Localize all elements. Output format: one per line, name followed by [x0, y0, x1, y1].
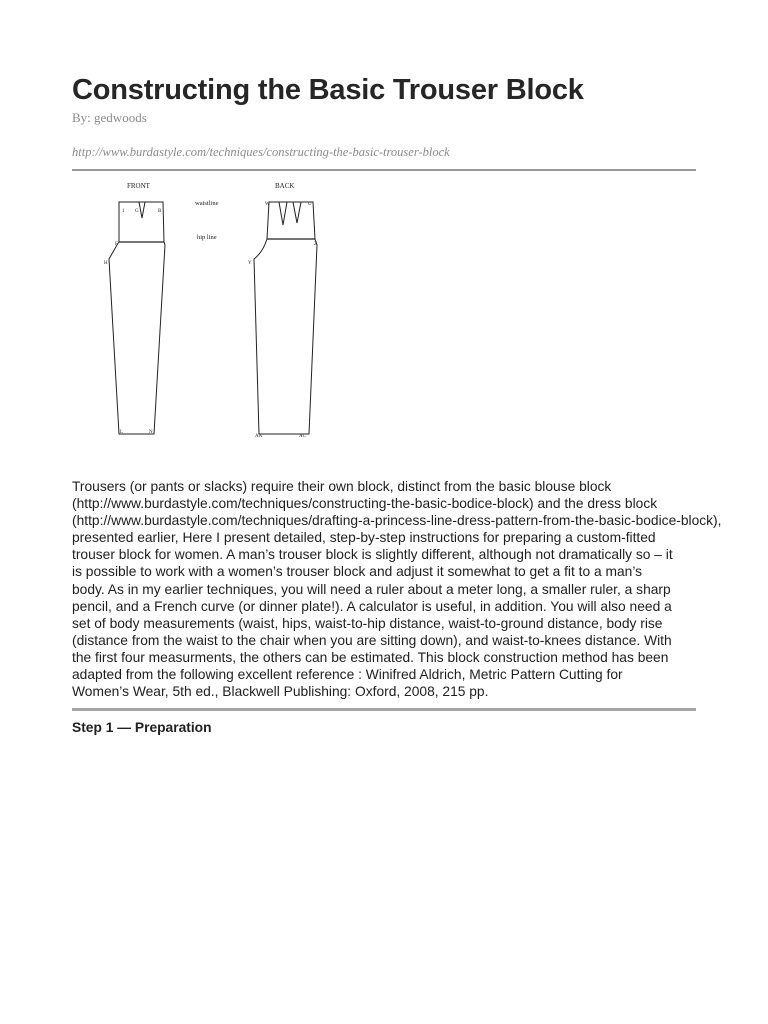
front-point-hip-left: F	[115, 242, 118, 247]
back-point-hip-right: Z	[314, 242, 318, 247]
back-point-hem-right: AC	[299, 434, 306, 439]
front-point-crotch: H	[104, 261, 108, 266]
back-point-hem-left: AA	[255, 434, 263, 439]
front-point-hem-left: L	[120, 430, 124, 435]
front-trouser-piece	[109, 202, 165, 434]
paragraph-line: adapted from the following excellent reference : Winifred Aldrich, Metric Pattern Cutting for	[72, 667, 623, 683]
paragraph-line: (distance from the waist to the chair when you are sitting down), and waist-to-knees distance. With	[72, 632, 672, 648]
back-outline	[254, 202, 317, 434]
paragraph-line: (http://www.burdastyle.com/techniques/constructing-the-basic-bodice-block) and the dress block	[72, 496, 658, 512]
top-divider	[72, 169, 696, 171]
hip-line-label: hip line	[197, 234, 217, 241]
back-point-crotch: Y	[248, 261, 252, 266]
front-label: FRONT	[127, 182, 150, 190]
back-dart-two	[293, 202, 301, 223]
page-title: Constructing the Basic Trouser Block	[72, 74, 584, 106]
source-url[interactable]: http://www.burdastyle.com/techniques/constructing-the-basic-trouser-block	[72, 145, 450, 159]
front-outline	[109, 202, 165, 434]
front-point-hem-right: N	[149, 430, 153, 435]
step-heading: Step 1 — Preparation	[72, 720, 212, 735]
front-dart	[139, 202, 145, 218]
paragraph-line: (http://www.burdastyle.com/techniques/drafting-a-princess-line-dress-pattern-from-the-basic-bodice-block),	[72, 513, 722, 529]
back-dart-one	[279, 202, 287, 225]
section-divider	[72, 708, 696, 711]
front-point-waist-left: 1	[122, 209, 125, 214]
front-point-dart: G	[135, 209, 139, 214]
paragraph-line: Women’s Wear, 5th ed., Blackwell Publishing: Oxford, 2008, 215 pp.	[72, 684, 489, 700]
back-trouser-piece	[254, 202, 317, 434]
paragraph-line: body. As in my earlier techniques, you will need a ruler about a meter long, a smaller ruler, a sharp	[72, 581, 671, 597]
trouser-block-diagram	[72, 172, 352, 462]
paragraph-line: pencil, and a French curve (or dinner plate!). A calculator is useful, in addition. You will also need a	[72, 598, 672, 614]
paragraph-line: Trousers (or pants or slacks) require their own block, distinct from the basic blouse block	[72, 479, 612, 494]
intro-paragraph	[72, 478, 762, 700]
paragraph-line: set of body measurements (waist, hips, waist-to-hip distance, waist-to-ground distance, body rise	[72, 615, 663, 631]
back-label: BACK	[275, 182, 295, 190]
front-point-waist-right: B	[158, 209, 162, 214]
waistline-label: waistline	[195, 200, 219, 207]
paragraph-line: is possible to work with a women’s trouser block and adjust it somewhat to get a fit to a man’s	[72, 564, 643, 580]
author-byline: By: gedwoods	[72, 110, 147, 125]
back-point-waist-right: U	[308, 202, 312, 207]
back-point-waist-left: W	[265, 202, 270, 207]
paragraph-line: presented earlier, Here I present detailed, step-by-step instructions for preparing a custom-fitted	[72, 530, 656, 546]
paragraph-line: trouser block for women. A man’s trouser block is slightly different, although not dramatically so – it	[72, 547, 673, 563]
paragraph-line: the first four measurments, the others can be estimated. This block construction method has been	[72, 649, 669, 665]
